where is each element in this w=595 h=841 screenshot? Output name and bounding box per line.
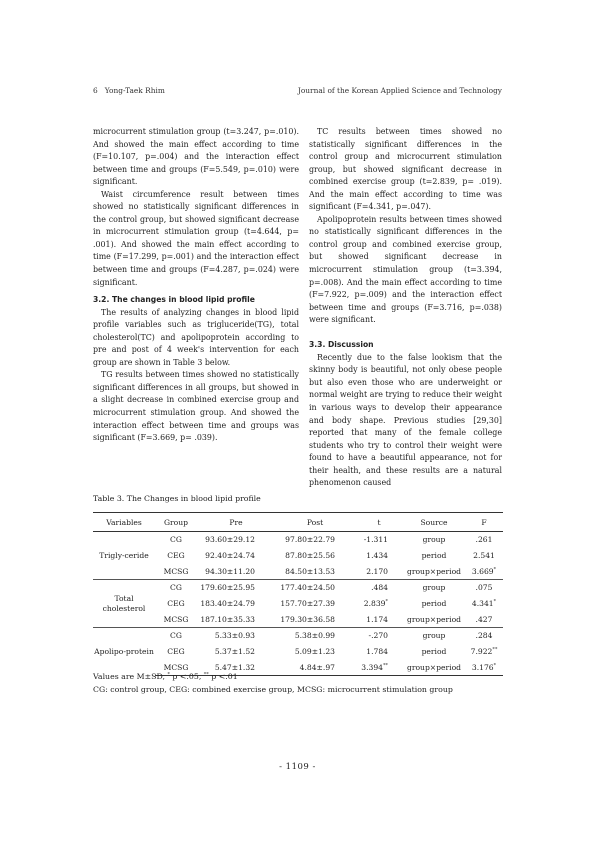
significance-marker: * [385,598,388,605]
group-cell: CEG [167,551,185,561]
variable-label: Total cholesterol [102,593,146,613]
post-cell: 157.70±27.39 [280,599,335,609]
source-cell: group [422,535,446,545]
variable-label: Trigly-ceride [99,550,149,560]
table-3 [93,512,503,676]
footnote-text: p <.01 [208,672,238,681]
significance-marker: ** [203,671,209,678]
t-cell: -1.311 [363,535,388,545]
f-value: 3.669 [471,566,494,576]
t-cell: -.270 [355,628,403,644]
f-cell: .261 [475,535,493,545]
pre-cell: 5.37±1.52 [214,647,255,657]
table-header-cell: Pre [197,513,275,532]
table-row [93,563,503,579]
table-row [93,580,503,596]
group-cell: CG [170,535,182,545]
pre-cell: 94.30±11.20 [205,566,255,576]
f-value: 4.341 [471,599,494,609]
right-column [309,126,502,490]
running-header [93,86,502,98]
pre-cell: 187.10±35.33 [200,614,255,624]
variable-cell [93,628,155,676]
group-cell: MCSG [163,566,189,576]
f-value: 3.176 [471,662,494,672]
table-header-cell: Post [275,513,355,532]
significance-marker: * [493,566,497,573]
t-cell: 1.174 [366,614,388,624]
group-cell: MCSG [163,614,189,624]
significance-marker: * [167,671,170,678]
table-header-cell: Variables [93,513,155,532]
group-cell: CEG [167,599,185,609]
section-heading: 3.2. The changes in blood lipid profile [93,295,255,305]
t-value: 2.839 [363,599,386,609]
paragraph: The results of analyzing changes in blood lipid profile variables such as trigluceride(TG), total cholesterol(TC) and apolipoprotein according to pre and post of 4 week's intervention for each group are shown in Table 3 below. [93,307,299,367]
pre-cell: 92.40±24.74 [205,551,255,561]
group-cell: CEG [167,647,185,657]
table-row [93,628,503,644]
t-cell [355,660,403,676]
pre-cell: 5.33±0.93 [197,628,275,644]
f-cell [465,660,503,676]
post-cell: 5.09±1.23 [294,647,335,657]
table-footnote-values [93,672,238,681]
f-cell: .427 [475,614,493,624]
significance-marker: * [493,662,497,669]
header-page-number: 6 [93,86,98,95]
header-journal: Journal of the Korean Applied Science and Technology [297,86,502,95]
table-row [93,644,503,660]
group-cell: MCSG [155,660,197,676]
table-header-cell: F [465,513,503,532]
table-header-cell: Group [155,513,197,532]
footnote-text: p <.05, [169,672,204,681]
paragraph: Recently due to the false lookism that the skinny body is beautiful, not only obese people but also even those who are underweight or normal weight are trying to reduce their weight in various ways to develop their appearance and body shape. Previous studies [29,30] reported that many of the female college students who try to control their weight were found to have a beautiful appearance, not for their health, and these results are a natural phenomenon caused [309,352,502,488]
t-cell: 1.434 [366,551,388,561]
group-cell: CG [155,628,197,644]
table-header-cell: t [355,513,403,532]
post-cell: 84.50±13.53 [285,566,335,576]
post-cell: 179.30±36.58 [280,614,335,624]
paragraph: microcurrent stimulation group (t=3.247, p=.010). And showed the main effect according to time (F=10.107, p=.004) and the interaction effect between time and groups (F=5.549, p=.010) were significant. [93,127,299,187]
source-cell: period [421,551,447,561]
f-cell: 2.541 [473,551,495,561]
table-header-cell: Source [403,513,465,532]
t-cell: 1.784 [366,647,388,657]
table-footnote-abbreviations: CG: control group, CEG: combined exercise group, MCSG: microcurrent stimulation group [93,685,453,694]
post-cell: 177.40±24.50 [275,580,355,596]
table-row [93,548,503,564]
table-header-row [93,513,503,532]
post-cell: 5.38±0.99 [275,628,355,644]
f-cell [465,563,503,579]
header-author: Yong-Taek Rhim [104,86,165,95]
paragraph: Waist circumference result between times showed no statistically significant differences in the control group, but showed significant decrease in microcurrent stimulation group (t=4.644, p= .001). And showed the main effect according to time (F=17.299, p=.001) and the interaction effect between time and groups (F=4.287, p=.024) were significant. [93,189,299,287]
t-cell [355,596,403,612]
source-cell: period [421,647,447,657]
paragraph: TC results between times showed no statistically significant differences in the control group and microcurrent stimulation group, but showed significant decrease in combined exercise group (t=2.839, p= .019). And the main effect according to time was significant (F=4.341, p=.047). [309,127,502,212]
post-cell: 97.80±22.79 [285,535,335,545]
paragraph: TG results between times showed no statistically significant differences in all groups, but showed in a slight decrease in combined exercise group and microcurrent stimulation group. And showed the interaction effect between time and groups was significant (F=3.669, p= .039). [93,370,299,443]
t-cell: .484 [355,580,403,596]
post-cell: 87.80±25.56 [285,551,335,561]
pre-cell: 5.47±1.32 [197,660,275,676]
source-cell: period [421,599,447,609]
f-cell: .075 [465,580,503,596]
post-cell: 4.84±.97 [275,660,355,676]
f-cell [465,644,503,660]
section-heading: 3.3. Discussion [309,340,374,350]
significance-marker: * [493,598,497,605]
f-value: 7.922 [470,647,493,657]
header-left [93,86,165,95]
source-cell: group×period [406,566,462,576]
pre-cell: 93.60±29.12 [205,535,255,545]
source-cell: group [403,628,465,644]
t-cell: 2.170 [366,566,388,576]
table-row [93,532,503,548]
paragraph: Apolipoprotein results between times showed no statistically significant differences in the control group and combined exercise group, but showed significant decrease in microcurrent stimulation group (t=3.394, p=.008). And the main effect according to time (F=7.922, p=.009) and the interaction effect between time and groups (F=3.716, p=.038) were significant. [309,214,502,325]
variable-label: Apolipo-protein [94,646,154,656]
source-cell: group×period [403,660,465,676]
f-cell [465,596,503,612]
source-cell: group [403,580,465,596]
page-number: - 1109 - [279,762,316,772]
significance-marker: ** [383,662,388,669]
variable-cell [93,532,155,580]
table-row [93,611,503,627]
significance-marker: ** [492,646,498,653]
pre-cell: 183.40±24.79 [200,599,255,609]
f-cell: .284 [465,628,503,644]
t-value: 3.394 [361,662,383,672]
left-column [93,126,299,445]
table-row [93,596,503,612]
footnote-text: Values are M±SD, [93,672,168,681]
source-cell: group×period [406,614,462,624]
variable-cell [93,580,155,628]
pre-cell: 179.60±25.95 [197,580,275,596]
table-caption: Table 3. The Changes in blood lipid profile [93,494,261,503]
group-cell: CG [155,580,197,596]
